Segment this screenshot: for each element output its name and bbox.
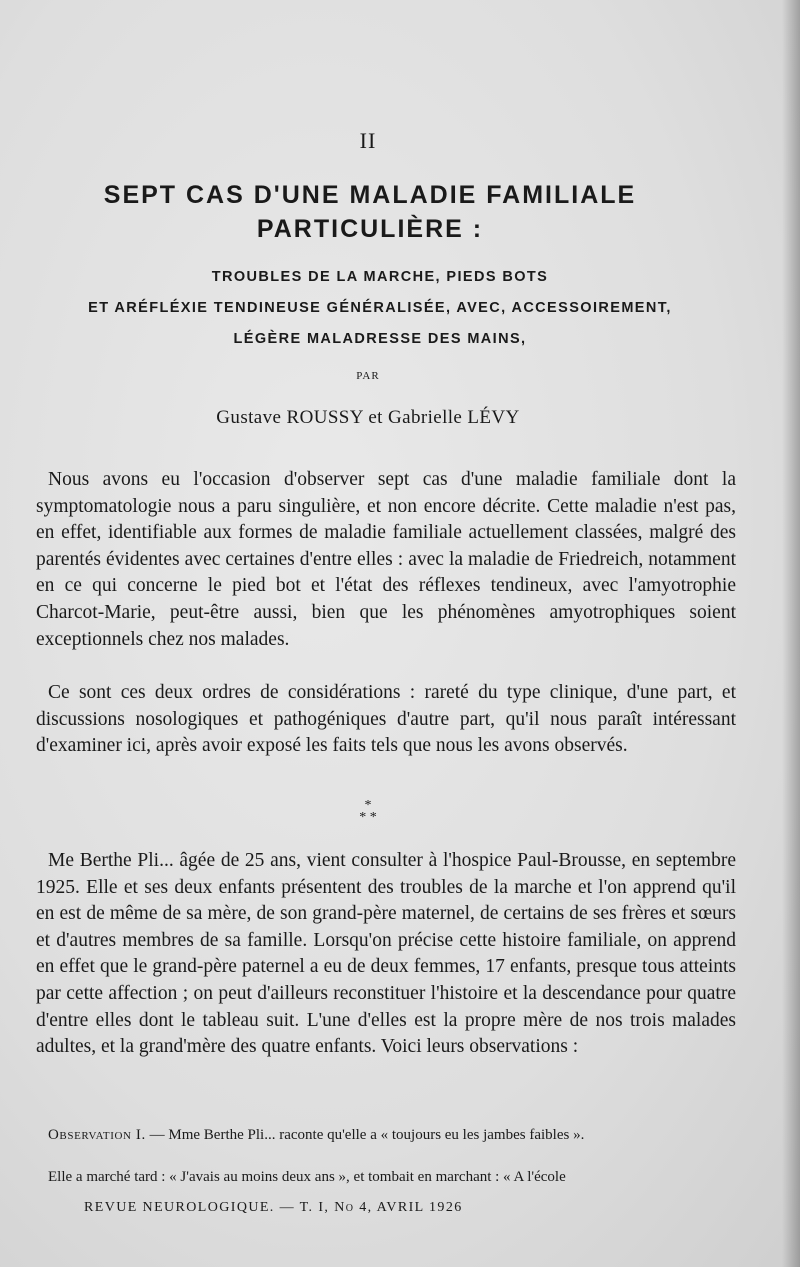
article-subtitle-line-2: ET ARÉFLÉXIE TENDINEUSE GÉNÉRALISÉE, AVEC, ACCESSOIREMENT, [88, 300, 672, 316]
separator-top-star: * [364, 798, 372, 813]
article-subtitle-line-1: TROUBLES DE LA MARCHE, PIEDS BOTS [211, 269, 549, 285]
byline-par: PAR [356, 370, 380, 382]
body-paragraph-2: Ce sont ces deux ordres de considérations : rareté du type clinique, d'une part, et discussions nosologiques et pathogéniques d'autre part, qu'il nous paraît intéressant d'examiner ici, après avoir exposé les faits tels que nous les avons observés. [36, 682, 736, 757]
article-subtitle-line-3: LÉGÈRE MALADRESSE DES MAINS, [233, 331, 527, 347]
article-title [40, 178, 700, 246]
article-subtitle [30, 262, 730, 355]
observation-paragraph [36, 1124, 736, 1146]
section-number: II [359, 128, 377, 153]
article-title-line-1: SEPT CAS D'UNE MALADIE FAMILIALE [103, 181, 637, 209]
authors: Gustave ROUSSY et Gabrielle LÉVY [216, 407, 520, 428]
section-separator [0, 800, 736, 824]
journal-citation-footer: REVUE NEUROLOGIQUE. — T. I, No 4, AVRIL 1926 [84, 1200, 463, 1215]
observation-text: — Mme Berthe Pli... raconte qu'elle a « toujours eu les jambes faibles ». [145, 1127, 585, 1143]
observation-line-2: Elle a marché tard : « J'avais au moins deux ans », et tombait en marchant : « A l'école [48, 1169, 566, 1185]
body-paragraph-1: Nous avons eu l'occasion d'observer sept cas d'une maladie familiale dont la symptomatologie nous a paru singulière, et non encore décrite. Cette maladie n'est pas, en effet, identifiable aux formes de maladie familiale actuellement classées, malgré des parentés évidentes avec certaines d'entre elles : avec la maladie de Friedreich, notamment en ce qui concerne le pied bot et l'état des réflexes tendineux, avec l'amyotrophie Charcot-Marie, peut-être aussi, bien que les phénomènes amyotrophiques soient exceptionnels chez nos malades. [36, 469, 736, 650]
article-title-line-2: PARTICULIÈRE : [256, 215, 484, 243]
body-paragraph-3: Me Berthe Pli... âgée de 25 ans, vient consulter à l'hospice Paul-Brousse, en septembre 1925. Elle et ses deux enfants présentent des troubles de la marche et l'on apprend qu'il en est de même de sa mère, de son grand-père maternel, de certains de ses frères et sœurs et d'autres membres de sa famille. Lorsqu'on précise cette histoire familiale, on apprend en effet que le grand-père paternel a eu de deux femmes, 17 enfants, presque tous atteints par cette affection ; on peut d'ailleurs reconstituer l'histoire et la descendance pour quatre d'entre elles dont le tableau suit. L'une d'elles est la propre mère de nos trois malades adultes, et la grand'mère des quatre enfants. Voici leurs observations : [36, 850, 736, 1058]
separator-bottom-stars: * * [359, 810, 377, 825]
observation-label: Observation I. [48, 1127, 146, 1143]
